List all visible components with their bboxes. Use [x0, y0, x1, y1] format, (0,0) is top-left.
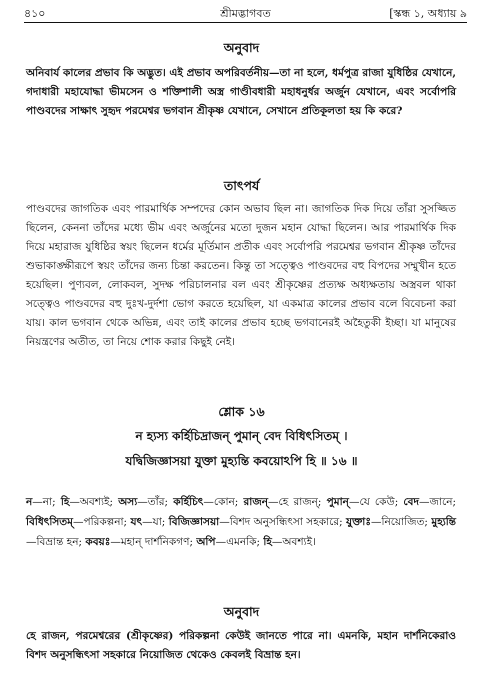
- purport-heading: তাৎপর্য: [223, 178, 260, 193]
- verse-line-1: ন হ্যস্য কর্হিচিদ্রাজন্ পুমান্ বেদ বিধিৎসিতম্ ।: [135, 429, 348, 443]
- synonym-word: অপি: [196, 536, 216, 548]
- synonym-word: কর্হিচিৎ: [173, 496, 204, 508]
- synonym-item: কবয়ঃ—মহান্ দার্শনিকগণ;: [85, 536, 197, 548]
- synonym-item: মুহ্যন্তি—বিভ্রান্ত হন;: [26, 516, 456, 548]
- synonym-item: রাজন্—হে রাজন্;: [243, 496, 327, 508]
- synonym-item: অস্য—তাঁর;: [118, 496, 174, 508]
- synonym-item: বেদ—জানে;: [403, 496, 457, 508]
- synonym-item: হি—অবশ্যই।: [263, 536, 316, 548]
- translation-text-2: হে রাজন, পরমেশ্বরের (শ্রীকৃষ্ণের) পরিকল্পনা কেউই জানতে পারে না। এমনকি, মহান দার্শনিকেরাও বিশদ অনুসন্ধিৎসা সহকারে নিয়োজিত থেকেও কেবলই বিভ্রান্ত হন।: [26, 630, 456, 661]
- page-number: ৪১০: [24, 7, 46, 20]
- synonym-meaning: মহান্ দার্শনিকগণ;: [120, 536, 197, 548]
- synonym-word: কবয়ঃ: [85, 536, 111, 548]
- synonym-meaning: নিয়োজিত;: [381, 516, 432, 528]
- synonym-meaning: না;: [42, 496, 61, 508]
- synonym-meaning: হে রাজন্;: [278, 496, 327, 508]
- verse-number-heading: শ্লোক ১৬: [218, 404, 265, 419]
- synonym-meaning: বিভ্রান্ত হন;: [36, 536, 86, 548]
- synonym-item: যুক্তাঃ—নিয়োজিত;: [346, 516, 432, 528]
- synonym-word: হি: [60, 496, 70, 508]
- synonym-item: অপি—এমনকি;: [196, 536, 264, 548]
- synonym-meaning: অবশ্যই;: [79, 496, 119, 508]
- synonym-word: বেদ: [403, 496, 420, 508]
- translation-heading-2: অনুবাদ: [223, 604, 260, 619]
- synonym-item: পুমান্—যে কেউ;: [326, 496, 404, 508]
- synonym-word: রাজন্: [243, 496, 268, 508]
- purport-text: পাণ্ডবদের জাগতিক এবং পারমার্থিক সম্পদের কোন অভাব ছিল না। জাগতিক দিক দিয়ে তাঁরা সুসজ্জিত ছিলেন, কেননা তাঁদের মধ্যে ভীম এবং অর্জুনের মতো দুজন মহান যোদ্ধা ছিলেন। আর পারমার্থিক দিক দিয়ে মহারাজ যুধিষ্ঠির স্বয়ং ছিলেন ধর্মের মূর্তিমান প্রতীক এবং সর্বোপরি পরমেশ্বর ভগবান শ্রীকৃষ্ণ তাঁদের শুভাকাঙ্ক্ষীরূপে স্বয়ং তাঁদের জন্য চিন্তা করতেন। কিন্তু তা সত্ত্বেও পাণ্ডবদের বহু বিপদের সম্মুখীন হতে হয়েছিল। পুণ্যবল, লোকবল, সুদক্ষ পরিচালনার বল এবং শ্রীকৃষ্ণের প্রত্যক্ষ অধ্যক্ষতায় অস্ত্রবল থাকা সত্ত্বেও পাণ্ডবদের বহু দুঃখ-দুর্দশা ভোগ করতে হয়েছিল, যা একমাত্র কালের প্রভাব বলে বিবেচনা করা যায়। কাল ভগবান থেকে অভিন্ন, এবং তাই কালের প্রভাব হচ্ছে ভগবানেরই অহৈতুকী ইচ্ছা। যা মানুষের নিয়ন্ত্রণের অতীত, তা নিয়ে শোক করার কিছুই নেই।: [26, 203, 456, 348]
- page-header: [24, 4, 467, 23]
- book-title: শ্রীমদ্ভাগবত: [220, 7, 271, 20]
- synonym-meaning: তাঁর;: [147, 496, 174, 508]
- synonym-meaning: কোন;: [213, 496, 244, 508]
- synonym-meaning: এমনকি;: [226, 536, 264, 548]
- synonym-word: অস্য: [118, 496, 138, 508]
- synonym-word: বিধিৎসিতম্: [26, 516, 73, 528]
- synonym-item: কর্হিচিৎ—কোন;: [173, 496, 244, 508]
- synonym-word: ন: [26, 496, 33, 508]
- synonym-item: ন—না;: [26, 496, 61, 508]
- chapter-reference: [স্কন্ধ ১, অধ্যায় ৯: [389, 7, 467, 20]
- synonym-word: মুহ্যন্তি: [431, 516, 456, 528]
- synonyms-paragraph: [26, 492, 456, 552]
- synonym-meaning: বিশদ অনুসন্ধিৎসা সহকারে;: [229, 516, 347, 528]
- synonym-meaning: পরিকল্পনা;: [83, 516, 131, 528]
- translation-text: অনিবার্য কালের প্রভাব কি অদ্ভুত। এই প্রভাব অপরিবর্তনীয়—তা না হলে, ধর্মপুত্র রাজা যুধিষ্ঠির যেখানে, গদাধারী মহাযোদ্ধা ভীমসেন ও শক্তিশালী অস্ত্র গাণ্ডীবধারী মহাধনুর্ধর অর্জুন যেখানে, এবং সর্বোপরি পাণ্ডবদের সাক্ষাৎ সুহৃদ পরমেশ্বর ভগবান শ্রীকৃষ্ণ যেখানে, সেখানে প্রতিকূলতা হয় কি করে?: [26, 67, 456, 117]
- synonym-word: বিজিজ্ঞাসয়া: [168, 516, 220, 528]
- synonym-word: পুমান্: [326, 496, 349, 508]
- synonym-item: যৎ—যা;: [130, 516, 169, 528]
- verse-line-2: যদ্বিজিজ্ঞাসয়া যুক্তা মুহ্যন্তি কবয়োঽপি হি ॥ ১৬ ॥: [125, 454, 358, 468]
- synonym-item: বিজিজ্ঞাসয়া—বিশদ অনুসন্ধিৎসা সহকারে;: [168, 516, 347, 528]
- synonym-word: যৎ: [130, 516, 143, 528]
- synonym-meaning: জানে;: [429, 496, 457, 508]
- synonym-meaning: যে কেউ;: [359, 496, 404, 508]
- translation-heading: অনুবাদ: [223, 40, 260, 55]
- synonym-item: হি—অবশ্যই;: [60, 496, 119, 508]
- synonym-meaning: যা;: [152, 516, 169, 528]
- synonym-word: হি: [263, 536, 272, 548]
- synonym-meaning: অবশ্যই।: [282, 536, 316, 548]
- synonym-item: বিধিৎসিতম্—পরিকল্পনা;: [26, 516, 131, 528]
- synonym-word: যুক্তাঃ: [346, 516, 371, 528]
